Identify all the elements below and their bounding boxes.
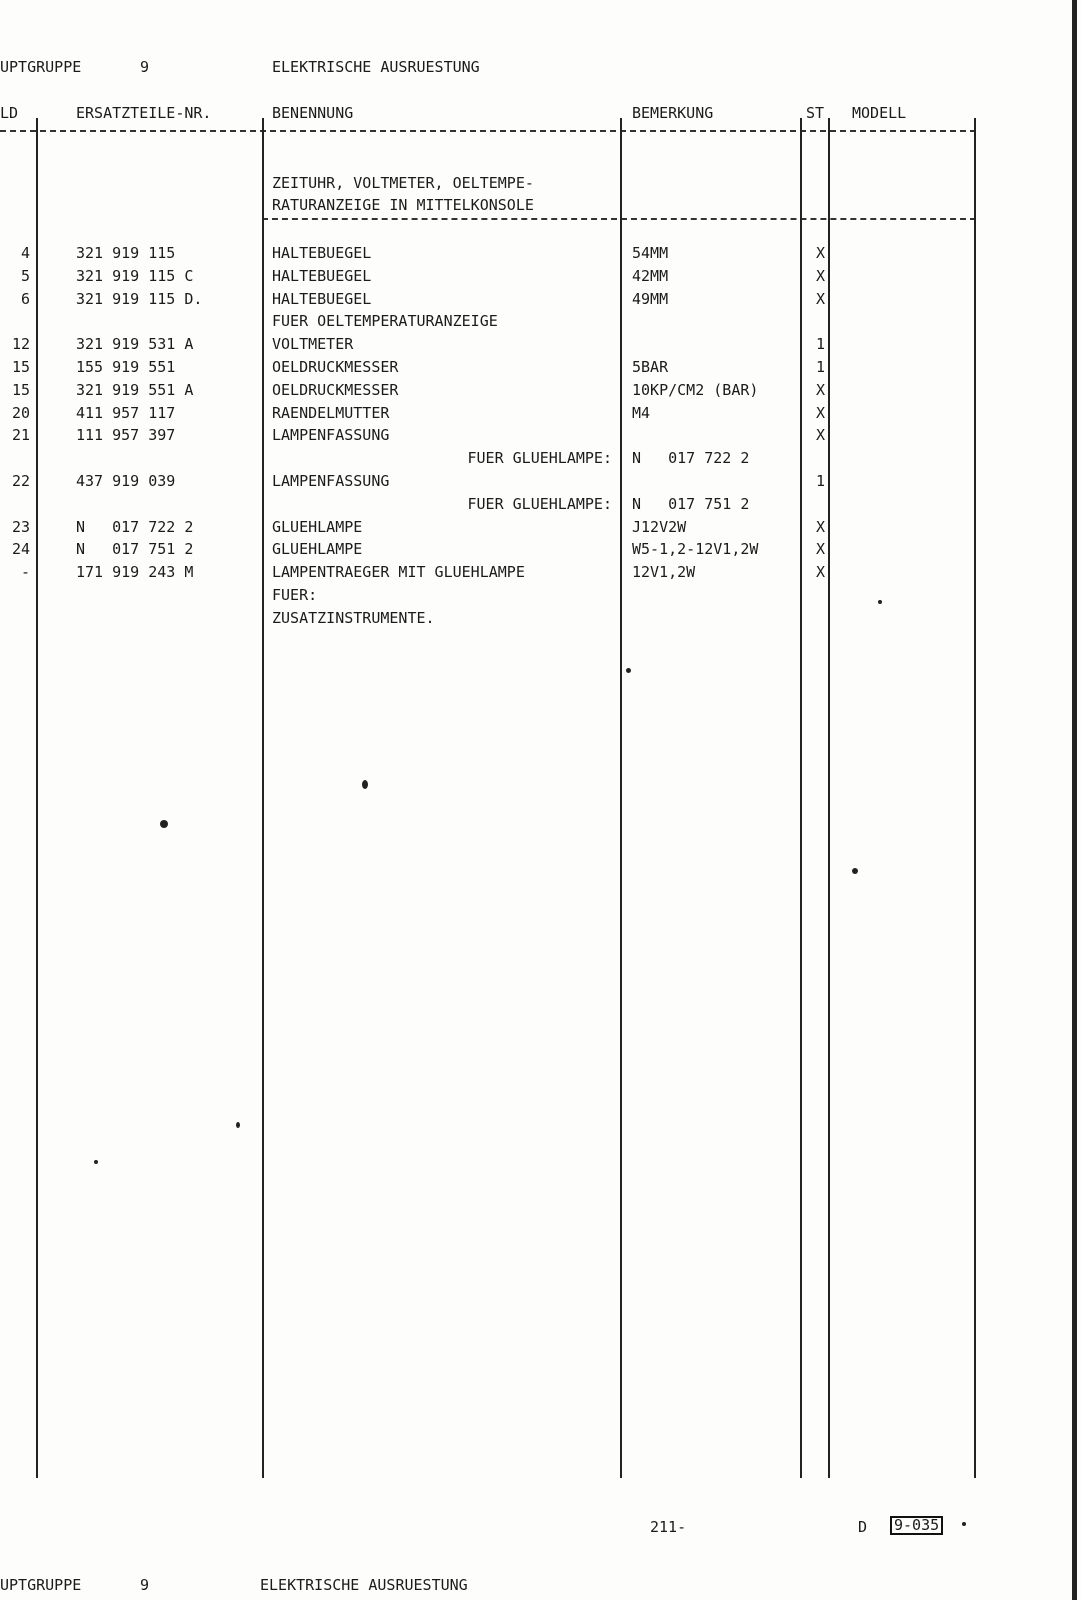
row-bild: 15 bbox=[11, 358, 30, 376]
row-benennung: LAMPENTRAEGER MIT GLUEHLAMPE bbox=[272, 563, 525, 581]
row-st: X bbox=[816, 381, 826, 399]
scan-speck bbox=[878, 600, 882, 604]
row-st: X bbox=[816, 426, 826, 444]
row-st: 1 bbox=[816, 358, 826, 376]
scan-speck bbox=[94, 1160, 98, 1164]
row-bemerkung: 10KP/CM2 (BAR) bbox=[632, 381, 759, 399]
col-benennung: BENENNUNG bbox=[272, 104, 354, 122]
row-bemerkung: J12V2W bbox=[632, 518, 687, 536]
scan-speck bbox=[626, 668, 631, 673]
column-rule bbox=[800, 118, 802, 1478]
row-bild: 4 bbox=[20, 244, 30, 262]
row-benennung: HALTEBUEGEL bbox=[272, 267, 372, 285]
row-bemerkung: N 017 722 2 bbox=[632, 449, 750, 467]
section-line-2: RATURANZEIGE IN MITTELKONSOLE bbox=[272, 196, 534, 214]
page-number: 211- bbox=[650, 1518, 687, 1536]
row-benennung: OELDRUCKMESSER bbox=[272, 381, 399, 399]
row-part-number: 171 919 243 M bbox=[76, 563, 194, 581]
row-bemerkung: W5-1,2-12V1,2W bbox=[632, 540, 759, 558]
row-st: X bbox=[816, 540, 826, 558]
row-bild: 23 bbox=[11, 518, 30, 536]
row-bemerkung: 42MM bbox=[632, 267, 669, 285]
column-rule bbox=[36, 118, 38, 1478]
row-benennung: LAMPENFASSUNG bbox=[272, 426, 390, 444]
row-bild: 20 bbox=[11, 404, 30, 422]
scan-speck bbox=[160, 820, 168, 828]
row-part-number: 321 919 115 bbox=[76, 244, 176, 262]
row-benennung: FUER GLUEHLAMPE: bbox=[467, 449, 612, 467]
next-page-title: ELEKTRISCHE AUSRUESTUNG bbox=[260, 1576, 468, 1594]
row-benennung: OELDRUCKMESSER bbox=[272, 358, 399, 376]
col-st: ST bbox=[806, 104, 825, 122]
section-separator bbox=[262, 218, 976, 220]
row-st: X bbox=[816, 404, 826, 422]
scan-speck bbox=[236, 1122, 240, 1128]
row-st: X bbox=[816, 267, 826, 285]
row-bemerkung: M4 bbox=[632, 404, 651, 422]
row-bemerkung: 49MM bbox=[632, 290, 669, 308]
row-bild: 24 bbox=[11, 540, 30, 558]
scan-speck bbox=[362, 780, 368, 789]
row-part-number: 321 919 115 C bbox=[76, 267, 194, 285]
row-bild: 5 bbox=[20, 267, 30, 285]
row-st: 1 bbox=[816, 335, 826, 353]
row-bemerkung: 54MM bbox=[632, 244, 669, 262]
row-bild: 21 bbox=[11, 426, 30, 444]
row-st: 1 bbox=[816, 472, 826, 490]
row-st: X bbox=[816, 563, 826, 581]
section-line-1: ZEITUHR, VOLTMETER, OELTEMPE- bbox=[272, 174, 534, 192]
language-code: D bbox=[858, 1518, 868, 1536]
row-st: X bbox=[816, 244, 826, 262]
row-bild: 6 bbox=[20, 290, 30, 308]
row-benennung: FUER GLUEHLAMPE: bbox=[467, 495, 612, 513]
row-benennung: RAENDELMUTTER bbox=[272, 404, 390, 422]
row-benennung: HALTEBUEGEL bbox=[272, 244, 372, 262]
col-ersatzteil: ERSATZTEILE-NR. bbox=[76, 104, 212, 122]
row-benennung: FUER: bbox=[272, 586, 318, 604]
sheet-code: 9-035 bbox=[890, 1516, 943, 1535]
next-group-label: UPTGRUPPE bbox=[0, 1576, 82, 1594]
row-bemerkung: 5BAR bbox=[632, 358, 669, 376]
column-rule bbox=[828, 118, 830, 1478]
row-benennung: FUER OELTEMPERATURANZEIGE bbox=[272, 312, 498, 330]
row-bild: 12 bbox=[11, 335, 30, 353]
row-bild: 22 bbox=[11, 472, 30, 490]
row-bemerkung: 12V1,2W bbox=[632, 563, 696, 581]
scan-speck bbox=[852, 868, 858, 874]
col-modell: MODELL bbox=[852, 104, 907, 122]
group-number: 9 bbox=[140, 58, 150, 76]
next-group-number: 9 bbox=[140, 1576, 150, 1594]
group-label: UPTGRUPPE bbox=[0, 58, 82, 76]
col-bemerkung: BEMERKUNG bbox=[632, 104, 714, 122]
row-part-number: 437 919 039 bbox=[76, 472, 176, 490]
row-part-number: 111 957 397 bbox=[76, 426, 176, 444]
row-part-number: 411 957 117 bbox=[76, 404, 176, 422]
row-st: X bbox=[816, 290, 826, 308]
column-rule bbox=[974, 118, 976, 1478]
row-benennung: LAMPENFASSUNG bbox=[272, 472, 390, 490]
row-part-number: 155 919 551 bbox=[76, 358, 176, 376]
row-benennung: GLUEHLAMPE bbox=[272, 540, 363, 558]
page-title: ELEKTRISCHE AUSRUESTUNG bbox=[272, 58, 480, 76]
row-part-number: 321 919 115 D. bbox=[76, 290, 203, 308]
row-st: X bbox=[816, 518, 826, 536]
row-bemerkung: N 017 751 2 bbox=[632, 495, 750, 513]
row-bild: 15 bbox=[11, 381, 30, 399]
row-part-number: N 017 751 2 bbox=[76, 540, 194, 558]
scan-edge bbox=[1072, 0, 1077, 1600]
row-part-number: N 017 722 2 bbox=[76, 518, 194, 536]
row-benennung: ZUSATZINSTRUMENTE. bbox=[272, 609, 435, 627]
row-part-number: 321 919 551 A bbox=[76, 381, 194, 399]
col-bild: LD bbox=[0, 104, 19, 122]
row-bild: - bbox=[20, 563, 30, 581]
column-rule bbox=[620, 118, 622, 1478]
scan-speck bbox=[962, 1522, 966, 1526]
row-benennung: GLUEHLAMPE bbox=[272, 518, 363, 536]
row-part-number: 321 919 531 A bbox=[76, 335, 194, 353]
row-benennung: VOLTMETER bbox=[272, 335, 354, 353]
row-benennung: HALTEBUEGEL bbox=[272, 290, 372, 308]
column-rule bbox=[262, 118, 264, 1478]
